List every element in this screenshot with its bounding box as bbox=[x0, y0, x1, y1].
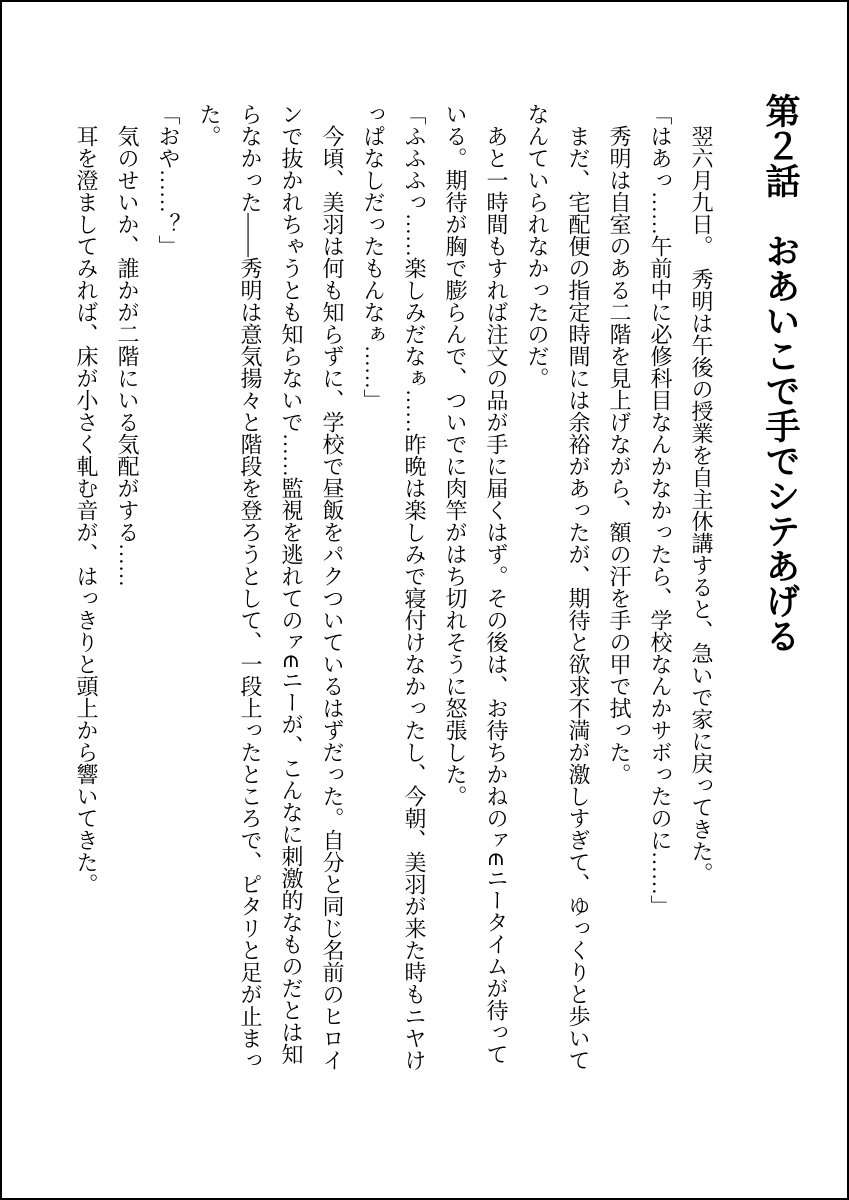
paragraph-2: 「はあっ……午前中に必修科目なんかなかったら、学校なんかサボったのに……」 bbox=[648, 103, 673, 917]
chapter-title: 第２話 おあいこで手でシテあげる bbox=[761, 93, 800, 653]
paragraph-9: 気のせいか、誰かが二階にいる気配がする…… bbox=[115, 125, 140, 587]
paragraph-6: 「ふふふっ……楽しみだなぁ……昨晩は楽しみで寝付けなかったし、今朝、美羽が来た時もニヤけっぱなしだったもんなぁ……」 bbox=[361, 103, 427, 1071]
paragraph-4: まだ、宅配便の指定時間には余裕があったが、期待と欲求不満が激しすぎて、ゆっくりと歩いてなんていられなかったのだ。 bbox=[525, 103, 591, 1071]
paragraph-10: 耳を澄ましてみれば、床が小さく軋む音が、はっきりと頭上から響いてきた。 bbox=[74, 125, 99, 895]
paragraph-7: 今頃、美羽は何も知らずに、学校で昼飯をパクついているはずだった。自分と同じ名前のヒロインで抜かれちゃうとも知らないで……監視を逃れてのァ∈ニーが、こんなに刺激的なものだとは知らなかった――秀明は意気揚々と階段を登ろうとして、一段上ったところで、ピタリと足が止まった。 bbox=[197, 103, 345, 1071]
paragraph-3: 秀明は自室のある二階を見上げながら、額の汗を手の甲で拭った。 bbox=[607, 125, 632, 785]
paragraph-5: あと一時間もすれば注文の品が手に届くはず。その後は、お待ちかねのァ∈ニータイムが待っている。期待が胸で膨らんで、ついでに肉竿がはち切れそうに怒張した。 bbox=[443, 103, 509, 1066]
body-text bbox=[66, 103, 722, 1085]
paragraph-1: 翌六月九日。 秀明は午後の授業を自主休講すると、急いで家に戻ってきた。 bbox=[689, 125, 714, 884]
paragraph-8: 「おや……？」 bbox=[156, 103, 181, 257]
